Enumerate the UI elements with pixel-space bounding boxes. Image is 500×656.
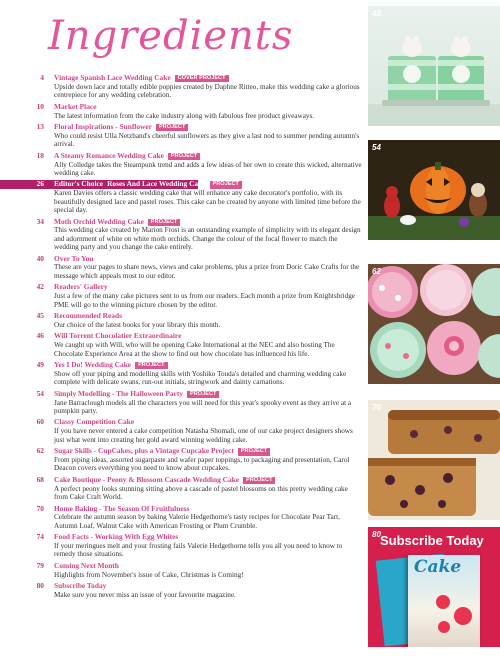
toc-title: A Steamy Romance Wedding Cake [54,150,164,160]
toc-page-number: 74 [36,532,44,542]
toc-title: Market Place [54,101,97,111]
toc-description: A perfect peony looks stunning sitting above a cascade of pastel blossoms on this pretty wedding cake from Cake Craft World. [54,484,348,502]
toc-entry [0,361,362,387]
toc-page-number: 34 [36,216,44,226]
toc-title-line [54,283,362,292]
toc-title-line [54,103,362,112]
toc-title: Subscribe Today [54,581,107,591]
toc-entry [0,418,362,444]
toc-title-line [54,533,362,542]
toc-title-line [54,505,362,514]
toc-title-line [54,255,362,264]
toc-page-number: 13 [36,122,44,131]
photo-halloween-cake [368,140,500,240]
toc-description: Who could resist Ulla Netzband's cheerful sunflowers as they give a last nod to summer pending autumn's arrival. [54,131,360,149]
project-badge: PROJECT [156,124,188,131]
toc-title: Vintage Spanish Lace Wedding Cake [54,73,171,82]
toc-entry [0,562,362,579]
toc-description: Karen Davies offers a classic wedding cake that will enhance any cake decorator's portfolio, with its beautifully designed lace and pastel roses. This cake can be created by anyone with limited time before the special day. [54,189,361,215]
toc-description: Highlights from November's issue of Cake, Christmas is Coming! [54,570,244,579]
poppy-icon [438,621,450,633]
toc-page-number: 70 [36,503,44,513]
cupcakes-illustration [368,264,500,384]
toc-entry [0,123,362,149]
photo-cupcakes [368,264,500,384]
toc-title-line [54,390,362,399]
toc-title-line [54,123,362,132]
toc-page-number: 60 [36,417,44,427]
toc-page-number: 45 [36,311,44,321]
project-badge: PROJECT [243,477,275,484]
project-badge: PROJECT [187,391,219,398]
toc-entry [0,180,362,214]
toc-title: Yes I Do! Wedding Cake [54,360,132,370]
toc-entry [0,447,362,473]
toc-description: Ally Colledge takes the Steampunk trend and adds a few ideas of her own to create this wicked, alternative wedding cake. [54,160,362,177]
green-cake-illustration [368,6,500,126]
photo-page-number: 54 [372,143,381,152]
toc-page-number: 42 [36,282,44,292]
toc-title-line [54,562,362,571]
toc-page-number: 10 [36,101,44,111]
toc-title: Classy Competition Cake [54,417,135,427]
toc-description: If your meringues melt and your frosting fails Valerie Hedgethorne tells you all you need to know to remedy those situations. [54,542,343,559]
toc-title: Roses And Lace Wedding Cake [107,179,206,189]
toc-entry [0,390,362,416]
toc-page-number: 26 [36,179,44,189]
toc-page-number: 49 [36,360,44,370]
toc-entry [0,582,362,599]
project-badge: COVER PROJECT [175,75,229,82]
toc-title-line [54,447,362,456]
photo-home-baking [368,400,500,520]
poppy-icon [454,607,472,625]
toc-title: Readers' Gallery [54,282,108,292]
toc-title: Cake Boutique - Peony & Blossom Cascade Wedding Cake [54,474,240,484]
project-badge: PROJECT [168,153,200,160]
toc-title-line [54,180,362,189]
toc-title: Food Facts - Working With Egg Whites [54,532,179,542]
toc-title: Moth Orchid Wedding Cake [54,216,144,226]
toc-description: Jane Barraclough models all the characters you will need for this year's spooky event as they arrive at a pumpkin party. [54,398,352,415]
toc-title-line [54,418,362,427]
magazine-cover [408,555,480,647]
toc-entry [0,332,362,358]
toc-page-number: 54 [36,388,44,398]
toc-title: Coming Next Month [54,560,119,570]
toc-title-line [54,332,362,341]
toc-title: Over To You [54,253,94,263]
toc-description: These are your pages to share news, views and cake problems, plus a prize from Doric Cake Crafts for the message which appeals most to our editor. [54,263,360,280]
toc-title-line [54,582,362,591]
toc-title-line [54,74,362,83]
toc-description: Just a few of the many cake pictures sent to us from our readers. Each month a prize from Knightsbridge PME will go to the winning picture chosen by the editor. [54,292,355,309]
poppy-icon [436,595,450,609]
halloween-illustration [368,140,500,240]
toc-page-number: 4 [40,73,44,82]
toc-title: Sugar Skills - CupCakes, plus a Vintage Cupcake Project [54,446,234,456]
project-badge: PROJECT [148,219,180,226]
project-badge: PROJECT [135,362,167,369]
toc-page-number: 62 [36,446,44,456]
toc-title-line [54,476,362,485]
editors-choice-label: Editor's Choice [54,179,104,189]
toc-page-number: 68 [36,474,44,484]
photo-page-number: 62 [372,267,381,276]
magazine-logo: Cake [414,557,462,577]
toc-title: Home Baking - The Season Of Fruitfulness [54,503,190,513]
toc-page-number: 18 [36,150,44,160]
toc-description: If you have never entered a cake competition Natasha Shomali, one of our cake project designers shows just what went into creating her gold award winning wedding cake. [54,427,353,444]
project-badge: PROJECT [238,448,270,455]
toc-description: From piping ideas, assorted sugarpaste and wafer paper toppings, to packaging and presentation, Carol Deacon covers everything you need to know about cupcakes. [54,455,350,473]
toc-title: Floral Inspirations - Sunflower [54,122,152,131]
toc-entry [0,533,362,559]
toc-entry [0,218,362,252]
toc-description: Show off your piping and modelling skills with Yoshiko Touda's detailed and charming wedding cake complete with delicate swans, run-out initials, stringwork and dainty carnations. [54,369,347,387]
photo-page-number: 48 [372,9,381,18]
toc-description: This wedding cake created by Marion Frost is an outstanding example of simplicity with its elegant design and adornment of white on white moth orchids. Change the colour of the focal flower to match the wedding party and you change the cake entirely. [54,226,361,252]
toc-entry [0,476,362,502]
project-badge: PROJECT [210,181,242,188]
table-of-contents [0,74,362,603]
toc-entry [0,283,362,309]
toc-page-number: 79 [36,560,44,570]
toc-title: Will Torrent Chocolatier Extraordinaire [54,331,182,341]
toc-description: Our choice of the latest books for your library this month. [54,320,221,329]
toc-entry [0,103,362,120]
toc-entry [0,74,362,100]
toc-description: Upside down lace and totally edible poppies created by Daphne Ritteo, make this wedding cake a glorious centrepiece for any wedding celebration. [54,82,360,100]
toc-page-number: 40 [36,253,44,263]
toc-page-number: 46 [36,331,44,341]
toc-title-line [54,152,362,161]
toc-description: The latest information from the cake industry along with fabulous free product giveaways. [54,111,315,120]
page-title: Ingredients [48,13,294,59]
toc-title-line [54,312,362,321]
toc-entry [0,255,362,281]
toc-entry [0,152,362,178]
toc-title-line [54,218,362,227]
baking-illustration [368,400,500,520]
toc-title: Simply Modelling - The Halloween Party [54,388,183,398]
toc-description: We caught up with Will, who will be opening Cake International at the NEC and also hosting The Chocolate Experience Area at the show to find out how chocolate has influenced his life. [54,341,335,358]
toc-description: Celebrate the autumn season by baking Valerie Hedgethorne's tasty recipes for Chocolate Pear Tart, Autumn Loaf, Walnut Cake with American Frosting or Plum Crumble. [54,513,340,530]
subscribe-heading: Subscribe Today [380,533,484,548]
toc-page-number: 80 [36,581,44,591]
toc-description: Make sure you never miss an issue of your favourite magazine. [54,591,236,600]
photo-page-number: 70 [372,403,381,412]
photo-page-number: 80 [372,530,381,539]
toc-title: Recommended Reads [54,311,122,321]
subscribe-panel [368,527,500,647]
toc-entry [0,505,362,531]
toc-entry [0,312,362,329]
photo-green-wedding-cake [368,6,500,126]
toc-title-line [54,361,362,370]
